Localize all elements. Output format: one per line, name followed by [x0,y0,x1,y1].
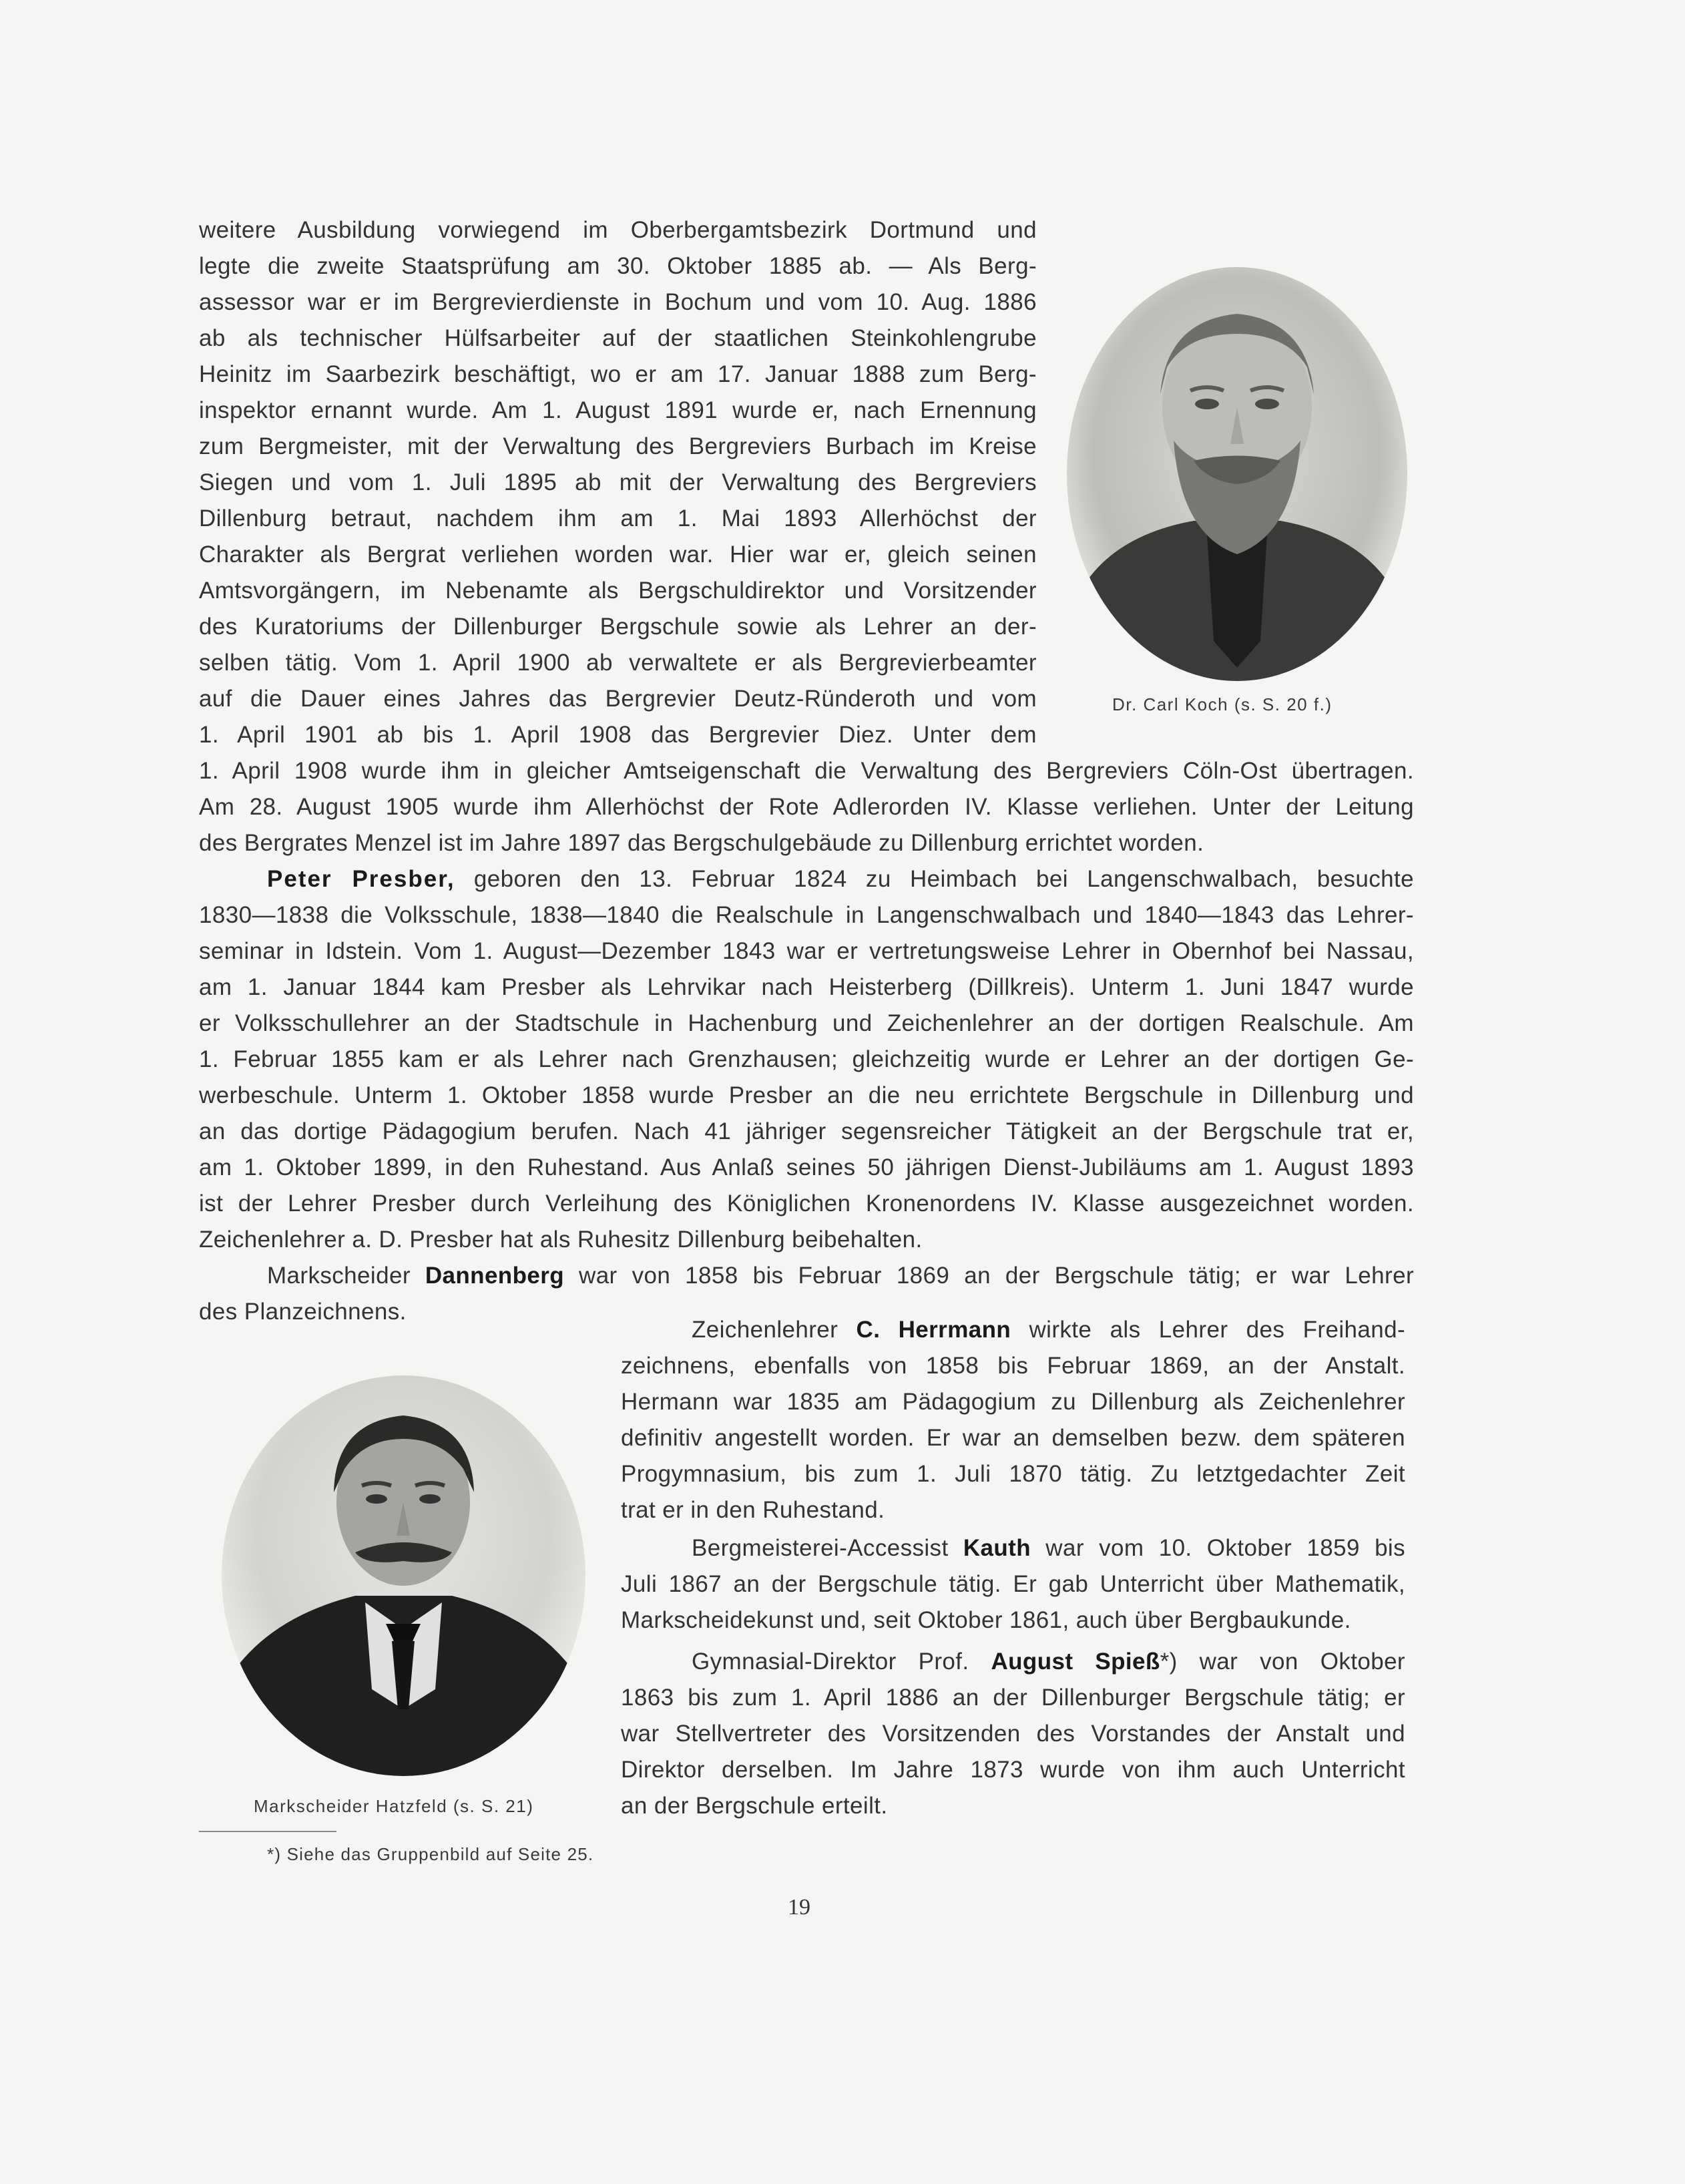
text-line: 1830—1838 die Volksschule, 1838—1840 die Realschule in Langenschwalbach und 1840—1843 das Lehrer- [199,902,1414,928]
text-line: 1. April 1908 wurde ihm in gleicher Amtseigenschaft die Verwaltung des Bergreviers Cöln-Ost übertragen. [199,758,1414,784]
text-line: weitere Ausbildung vorwiegend im Oberbergamtsbezirk Dortmund und [199,217,1037,243]
text-line: er Volksschullehrer an der Stadtschule in Hachenburg und Zeichenlehrer an der dortigen Realschule. Am [199,1010,1414,1036]
text-line: war Stellvertreter des Vorsitzenden des Vorstandes der Anstalt und [621,1721,1405,1747]
text-line: Juli 1867 an der Bergschule tätig. Er gab Unterricht über Mathematik, [621,1571,1405,1597]
text-line: 1. Februar 1855 kam er als Lehrer nach Grenzhausen; gleichzeitig wurde er Lehrer an der dortigen Ge- [199,1046,1414,1072]
text-line: auf die Dauer eines Jahres das Bergrevier Deutz-Ründeroth und vom [199,686,1037,712]
text-line: legte die zweite Staatsprüfung am 30. Oktober 1885 ab. — Als Berg- [199,253,1037,279]
footnote-rule [199,1831,336,1832]
portrait-image [1067,267,1407,681]
text-line: am 1. Oktober 1899, in den Ruhestand. Aus Anlaß seines 50 jährigen Dienst-Jubiläums am 1. August 1893 [199,1154,1414,1180]
text-line: Bergmeisterei-Accessist Kauth war vom 10. Oktober 1859 bis [692,1535,1406,1561]
text-line: an der Bergschule erteilt. [621,1793,888,1819]
text-line: werbeschule. Unterm 1. Oktober 1858 wurde Presber an die neu errichtete Bergschule in Dillenburg und [199,1082,1414,1108]
caption-carl-koch: Dr. Carl Koch (s. S. 20 f.) [1112,694,1333,714]
text-line: am 1. Januar 1844 kam Presber als Lehrvikar nach Heisterberg (Dillkreis). Unterm 1. Juni 1847 wurde [199,974,1414,1000]
text-line: 1. April 1901 ab bis 1. April 1908 das Bergrevier Diez. Unter dem [199,722,1037,748]
text-line: seminar in Idstein. Vom 1. August—Dezember 1843 war er vertretungsweise Lehrer in Obernhof bei Nassau, [199,938,1414,964]
portrait-carl-koch [1067,267,1407,681]
person-name-herrmann: C. Herrmann [856,1317,1011,1343]
text-line: Heinitz im Saarbezirk beschäftigt, wo er am 17. Januar 1888 zum Berg- [199,361,1037,387]
text-line: Charakter als Bergrat verliehen worden war. Hier war er, gleich seinen [199,541,1037,568]
caption-hatzfeld: Markscheider Hatzfeld (s. S. 21) [254,1796,534,1816]
text-line: des Planzeichnens. [199,1299,407,1325]
text-line: zeichnens, ebenfalls von 1858 bis Februar 1869, an der Anstalt. [621,1353,1405,1379]
person-name-presber: Peter Presber, [267,866,455,892]
text-line: Peter Presber, geboren den 13. Februar 1824 zu Heimbach bei Langenschwalbach, besuchte [267,866,1415,892]
text-line: Dillenburg betraut, nachdem ihm am 1. Mai 1893 Allerhöchst der [199,505,1037,531]
text-line: ab als technischer Hülfsarbeiter auf der staatlichen Steinkohlengrube [199,325,1037,351]
text-line: Zeichenlehrer a. D. Presber hat als Ruhesitz Dillenburg beibehalten. [199,1227,923,1253]
text-line: 1863 bis zum 1. April 1886 an der Dillenburger Bergschule tätig; er [621,1685,1405,1711]
portrait-image [222,1375,585,1776]
portrait-hatzfeld [222,1375,585,1776]
person-name-spiess: August Spieß [991,1649,1160,1675]
person-name-dannenberg: Dannenberg [425,1263,565,1289]
text-line: selben tätig. Vom 1. April 1900 ab verwaltete er als Bergrevierbeamter [199,650,1037,676]
text-line: zum Bergmeister, mit der Verwaltung des Bergreviers Burbach im Kreise [199,433,1037,459]
text-line: Am 28. August 1905 wurde ihm Allerhöchst der Rote Adlerorden IV. Klasse verliehen. Unter der Leitung [199,794,1414,820]
page-number: 19 [788,1895,810,1920]
text-line: des Bergrates Menzel ist im Jahre 1897 das Bergschulgebäude zu Dillenburg errichtet worden. [199,830,1204,856]
text-line: Zeichenlehrer C. Herrmann wirkte als Lehrer des Freihand- [692,1317,1406,1343]
text-line: des Kuratoriums der Dillenburger Bergschule sowie als Lehrer an der- [199,614,1037,640]
text-line: Markscheider Dannenberg war von 1858 bis Februar 1869 an der Bergschule tätig; er war Lehrer [267,1263,1415,1289]
person-name-kauth: Kauth [963,1535,1031,1561]
text-line: Amtsvorgängern, im Nebenamte als Bergschuldirektor und Vorsitzender [199,578,1037,604]
text-line: Hermann war 1835 am Pädagogium zu Dillenburg als Zeichenlehrer [621,1389,1405,1415]
text-line: trat er in den Ruhestand. [621,1497,885,1523]
text-line: ist der Lehrer Presber durch Verleihung des Königlichen Kronenordens IV. Klasse ausgezeichnet worden. [199,1190,1414,1217]
footnote: *) Siehe das Gruppenbild auf Seite 25. [267,1844,594,1864]
text-line: Siegen und vom 1. Juli 1895 ab mit der Verwaltung des Bergreviers [199,469,1037,495]
text-line: Progymnasium, bis zum 1. Juli 1870 tätig. Zu letztgedachter Zeit [621,1461,1405,1487]
text-line: Gymnasial-Direktor Prof. August Spieß*) war von Oktober [692,1649,1405,1675]
text-line: assessor war er im Bergrevierdienste in Bochum und vom 10. Aug. 1886 [199,289,1037,315]
text-line: definitiv angestellt worden. Er war an demselben bezw. dem späteren [621,1425,1405,1451]
text-line: Markscheidekunst und, seit Oktober 1861, auch über Bergbaukunde. [621,1607,1351,1633]
text-line: an das dortige Pädagogium berufen. Nach 41 jähriger segensreicher Tätigkeit an der Bergschule trat er, [199,1118,1414,1144]
text-line: Direktor derselben. Im Jahre 1873 wurde von ihm auch Unterricht [621,1757,1405,1783]
text-line: inspektor ernannt wurde. Am 1. August 1891 wurde er, nach Ernennung [199,397,1037,423]
